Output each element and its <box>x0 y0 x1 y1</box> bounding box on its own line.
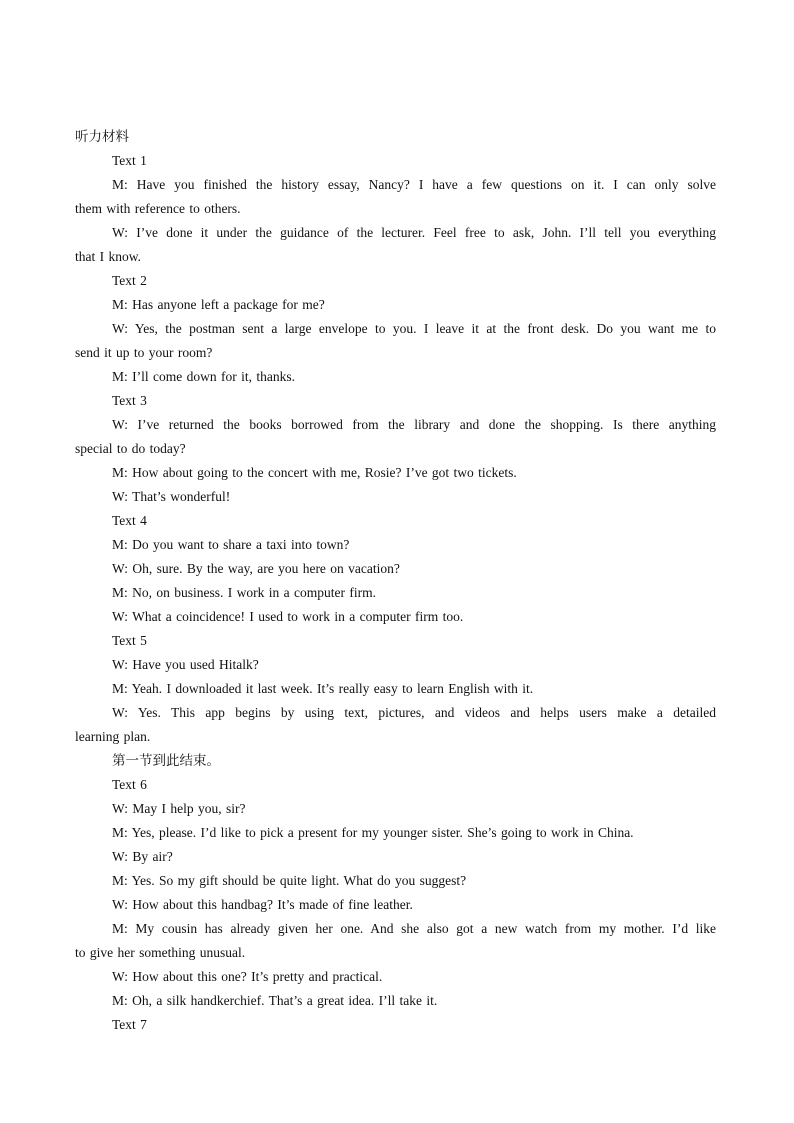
transcript-line: W: I’ve returned the books borrowed from the library and done the shopping. Is there anything <box>112 417 716 432</box>
transcript-line: special to do today? <box>75 441 186 456</box>
text-heading: Text 1 <box>112 153 147 168</box>
transcript-line: M: I’ll come down for it, thanks. <box>112 369 295 384</box>
transcript-line: W: I’ve done it under the guidance of the lecturer. Feel free to ask, John. I’ll tell you everything <box>112 225 716 240</box>
transcript-line: M: Do you want to share a taxi into town? <box>112 537 350 552</box>
text-heading: Text 6 <box>112 777 147 792</box>
transcript-line: W: By air? <box>112 849 173 864</box>
transcript-line: W: That’s wonderful! <box>112 489 231 504</box>
transcript-line: W: Yes. This app begins by using text, pictures, and videos and helps users make a detailed <box>112 705 716 720</box>
text-heading: Text 5 <box>112 633 147 648</box>
transcript-line: M: Yes, please. I’d like to pick a present for my younger sister. She’s going to work in China. <box>112 825 634 840</box>
transcript-line: them with reference to others. <box>75 201 241 216</box>
text-heading: Text 4 <box>112 513 147 528</box>
transcript-line: W: Have you used Hitalk? <box>112 657 259 672</box>
transcript-line: W: How about this one? It’s pretty and practical. <box>112 969 383 984</box>
transcript-line: M: Have you finished the history essay, Nancy? I have a few questions on it. I can only solve <box>112 177 716 192</box>
transcript-line: M: My cousin has already given her one. And she also got a new watch from my mother. I’d like <box>112 921 716 936</box>
section-end-note: 第一节到此结束。 <box>112 753 220 769</box>
transcript-body <box>75 149 716 1037</box>
transcript-line: W: May I help you, sir? <box>112 801 246 816</box>
transcript-line: that I know. <box>75 249 141 264</box>
transcript-line: M: Yes. So my gift should be quite light. What do you suggest? <box>112 873 467 888</box>
transcript-line: M: How about going to the concert with me, Rosie? I’ve got two tickets. <box>112 465 517 480</box>
transcript-line: W: What a coincidence! I used to work in a computer firm too. <box>112 609 464 624</box>
text-heading: Text 3 <box>112 393 147 408</box>
text-heading: Text 2 <box>112 273 147 288</box>
text-heading: Text 7 <box>112 1017 147 1032</box>
transcript-line: to give her something unusual. <box>75 945 246 960</box>
transcript-line: M: Yeah. I downloaded it last week. It’s really easy to learn English with it. <box>112 681 534 696</box>
page-title: 听力材料 <box>75 129 129 145</box>
transcript-line: W: Oh, sure. By the way, are you here on vacation? <box>112 561 400 576</box>
transcript-line: W: Yes, the postman sent a large envelope to you. I leave it at the front desk. Do you want me to <box>112 321 716 336</box>
transcript-line: W: How about this handbag? It’s made of fine leather. <box>112 897 413 912</box>
document-page <box>75 125 716 1037</box>
transcript-line: M: Has anyone left a package for me? <box>112 297 325 312</box>
transcript-line: M: No, on business. I work in a computer firm. <box>112 585 376 600</box>
transcript-line: M: Oh, a silk handkerchief. That’s a great idea. I’ll take it. <box>112 993 438 1008</box>
transcript-line: send it up to your room? <box>75 345 213 360</box>
transcript-line: learning plan. <box>75 729 151 744</box>
